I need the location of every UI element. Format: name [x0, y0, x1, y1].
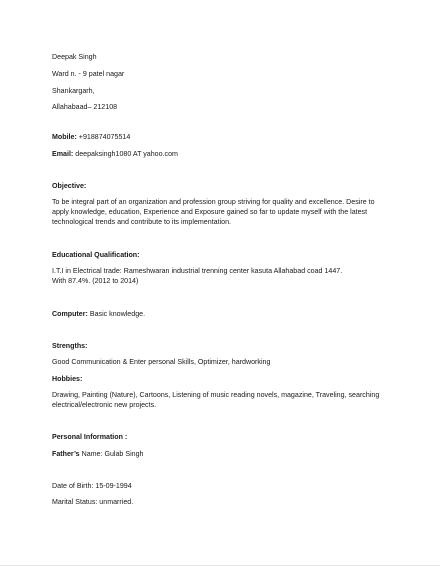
marital-status: Marital Status: unmarried. — [52, 498, 134, 506]
strengths-heading: Strengths: — [52, 342, 88, 350]
father-label: Father’s — [52, 450, 80, 458]
email-row — [52, 149, 178, 159]
father-value: Name: Gulab Singh — [79, 450, 144, 458]
applicant-name: Deepak Singh — [52, 53, 97, 61]
email-value: deepaksingh1080 AT yahoo.com — [73, 150, 178, 158]
father-name-row — [52, 449, 144, 459]
date-of-birth: Date of Birth: 15-09-1994 — [52, 482, 132, 490]
objective-text: To be integral part of an organization and profession group striving for quality and excellence. Desire to apply knowledge, education, Experience and Exposure gained so far to update myself with the latest technological trends and contribute to its implementation. — [52, 198, 375, 226]
computer-value: Basic knowledge. — [87, 310, 146, 318]
computer-label: Computer: — [52, 310, 88, 318]
objective-heading: Objective: — [52, 182, 87, 190]
page-bottom-edge — [0, 565, 440, 566]
hobbies-text: Drawing, Painting (Nature), Cartoons, Listening of music reading novels, magazine, Traveling, searching electrical/electronic new projects. — [52, 391, 380, 409]
mobile-row — [52, 132, 130, 142]
mobile-label: Mobile: — [52, 133, 77, 141]
hobbies-heading: Hobbies: — [52, 375, 83, 383]
education-heading: Educational Qualification: — [52, 251, 140, 259]
strengths-text: Good Communication & Enter personal Skills, Optimizer, hardworking — [52, 358, 271, 366]
mobile-value: +918874075514 — [76, 133, 131, 141]
email-label: Email: — [52, 150, 74, 158]
address-line-2: Shankargarh, — [52, 87, 95, 95]
personal-info-heading: Personal Information : — [52, 433, 128, 441]
address-line-1: Ward n. - 9 patel nagar — [52, 70, 125, 78]
education-text: I.T.I in Electrical trade: Rameshwaran industrial trenning center kasuta Allahabad coad 1447. With 87.4%. (2012 to 2014) — [52, 267, 343, 285]
computer-row — [52, 309, 145, 319]
address-line-3: Allahabaad– 212108 — [52, 103, 118, 111]
